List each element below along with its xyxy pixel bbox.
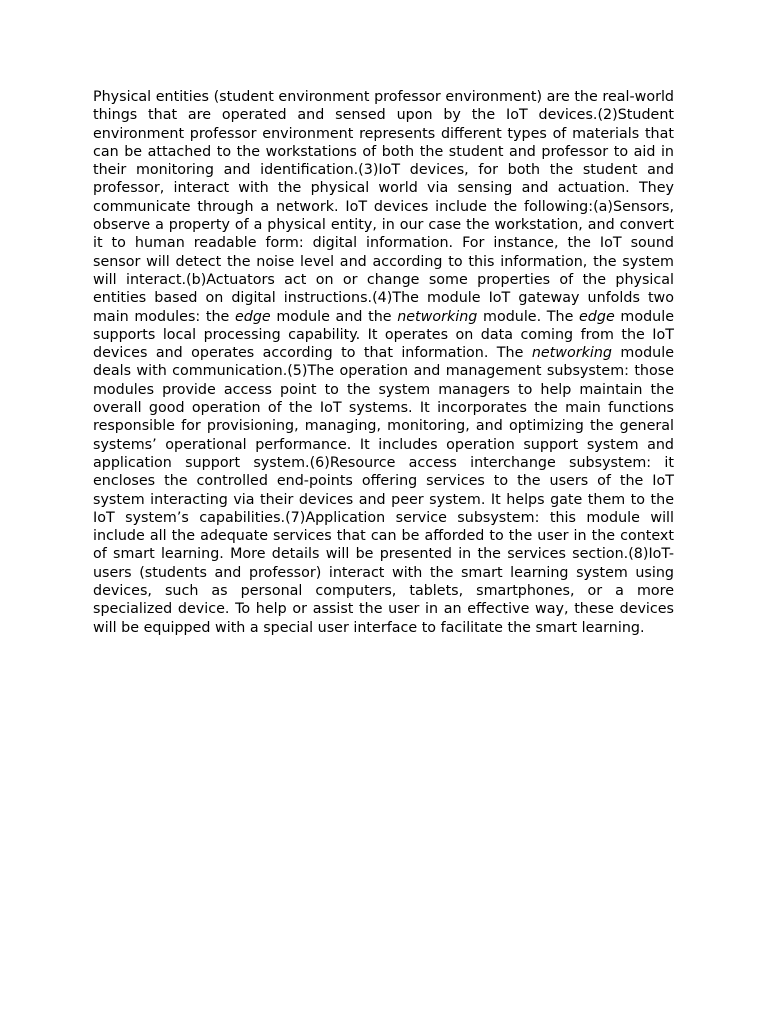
text-run: module deals with communication.(5)The operation and management subsystem: those modules provide access point to the system managers to help maintain the overall good operation of the IoT systems. It incorporates the main functions responsible for provisioning, managing, monitoring, and optimizing the general systems’ operational performance. It includes operation support system and application support system.(6)Resource access interchange subsystem: it encloses the controlled end-points offering services to the users of the IoT system interacting via their devices and peer system. It helps gate them to the IoT system’s capabilities.(7)Application service subsystem: this module will include all the adequate services that can be afforded to the user in the context of smart learning. More details will be presented in the services section.(8)IoT-users (students and professor) interact with the smart learning system using devices, such as personal computers, tablets, smartphones, or a more specialized device. To help or assist the user in an effective way, these devices will be equipped with a special user interface to facilitate the smart learning.	[93, 345, 674, 636]
emphasis-edge: edge	[579, 308, 615, 325]
text-run: module supports local processing capability. It operates on data coming from the IoT devices and operates according to that information. The	[93, 308, 674, 362]
text-run: Physical entities (student environment professor environment) are the real-world things that are operated and sensed upon by the IoT devices.(2)Student environment professor environment represents different types of materials that can be attached to the workstations of both the student and professor to aid in their monitoring and identification.(3)IoT devices, for both the student and professor, interact with the physical world via sensing and actuation. They communicate through a network. IoT devices include the following:(a)Sensors, observe a property of a physical entity, in our case the workstation, and convert it to human readable form: digital information. For instance, the IoT sound sensor will detect the noise level and according to this information, the system will interact.(b)Actuators act on or change some properties of the physical entities based on digital instructions.(4)The module IoT gateway unfolds two main modules: the	[93, 89, 674, 325]
text-run: module and the	[270, 308, 398, 325]
emphasis-networking: networking	[531, 345, 612, 362]
body-paragraph	[93, 88, 674, 637]
emphasis-networking: networking	[397, 308, 478, 325]
emphasis-edge: edge	[234, 308, 271, 325]
text-run: module. The	[477, 308, 580, 325]
